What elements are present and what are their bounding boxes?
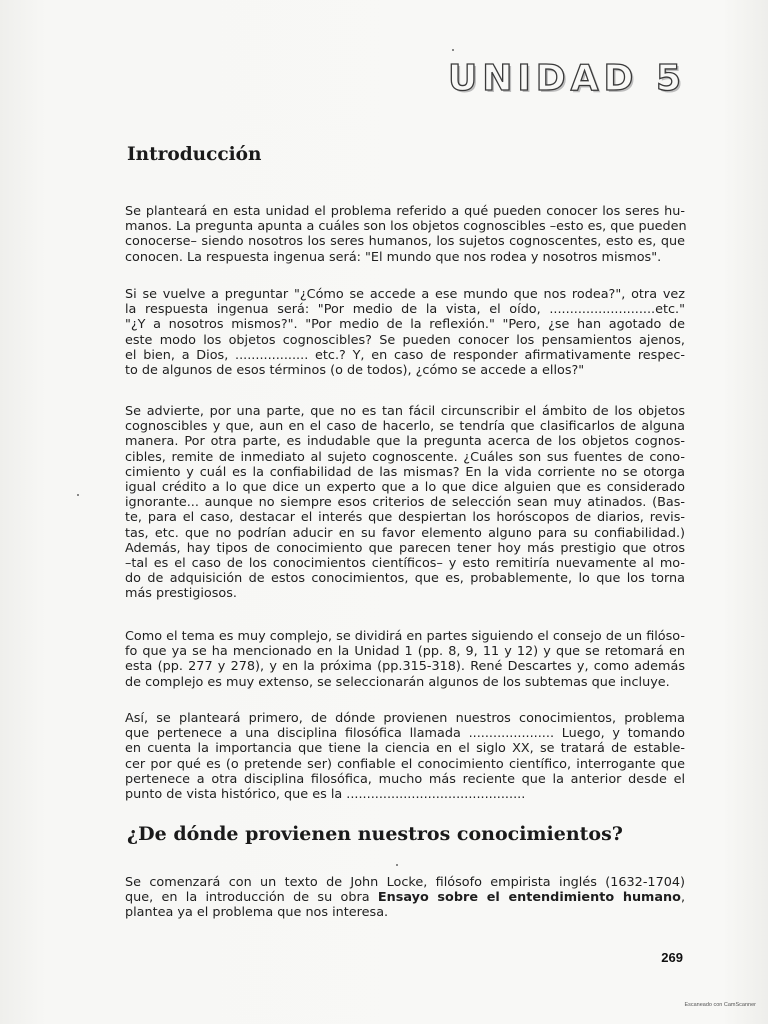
page-number: 269 (661, 950, 683, 965)
text-line: Si se vuelve a preguntar "¿Cómo se accede a ese mundo que nos rodea?", otra vez (125, 287, 685, 302)
text-line: manera. Por otra parte, es indudable que la pregunta acerca de los objetos cognos- (125, 434, 685, 450)
text-line: manos. La pregunta apunta a cuáles son los objetos cognoscibles –esto es, que pueden (125, 219, 687, 235)
text-line: –tal es el caso de los conocimientos científicos– y esto remitiría nuevamente al mo- (125, 555, 685, 571)
text-line: Se comenzará con un texto de John Locke, filósofo empirista inglés (1632-1704) (125, 875, 685, 890)
text-line: esta (pp. 277 y 278), y en la próxima (pp.315-318). René Descartes y, como además (125, 659, 685, 675)
scanner-watermark: Escaneado con CamScanner (684, 1002, 756, 1008)
text-line: cibles, remite de inmediato al sujeto cognoscente. ¿Cuáles son sus fuentes de cono- (125, 449, 685, 465)
text-line (125, 890, 685, 905)
scan-speck (396, 864, 398, 866)
text-line: de complejo es muy extenso, se seleccionarán algunos de los subtemas que incluye. (125, 674, 670, 690)
text-line: que pertenece a una disciplina filosófica llamada ..................... Luego, y tomando (125, 726, 685, 742)
text-line: Como el tema es muy complejo, se dividirá en partes siguiendo el consejo de un filóso- (125, 629, 685, 644)
intro-paragraph-3 (125, 404, 685, 601)
intro-paragraph-1 (125, 204, 685, 265)
text-line: Así, se planteará primero, de dónde provienen nuestros conocimientos, problema (125, 711, 685, 726)
intro-paragraph-2 (125, 287, 685, 378)
text-line: en cuenta la importancia que tiene la ciencia en el siglo XX, se tratará de estable- (125, 741, 685, 757)
text-line: ignorante... aunque no siempre esos criterios de selección sean muy atinados. (Bas- (125, 495, 685, 511)
unit-title: UNIDAD 5 (448, 58, 686, 99)
text-line: cognoscibles y que, aun en el caso de hacerlo, se tendría que clasificarlos de alguna (125, 419, 685, 435)
text-line: más prestigiosos. (125, 586, 237, 602)
text-line: fo que ya se ha mencionado en la Unidad 1 (pp. 8, 9, 11 y 12) y que se retomará en (125, 644, 685, 660)
section-heading: ¿De dónde provienen nuestros conocimientos? (127, 823, 623, 845)
text-line: pertenece a otra disciplina filosófica, mucho más reciente que la anterior desde el (125, 771, 685, 787)
text-run: que, en la introducción de su obra (125, 890, 378, 906)
scan-speck (77, 494, 79, 496)
text-line: Se advierte, por una parte, que no es tan fácil circunscribir el ámbito de los objetos (125, 404, 685, 419)
text-line: conocerse– siendo nosotros los seres humanos, los sujetos cognoscentes, esto es, que (125, 234, 685, 250)
text-line: conocen. La respuesta ingenua será: "El mundo que nos rodea y nosotros mismos". (125, 249, 662, 265)
text-line: este modo los objetos cognoscibles? Se pueden conocer los pensamientos ajenos, (125, 332, 685, 348)
text-line: te, para el caso, destacar el interés que despiertan los horóscopos de diarios, revis- (125, 510, 685, 526)
scan-speck (452, 49, 454, 51)
intro-paragraph-4 (125, 629, 685, 690)
text-line: "¿Y a nosotros mismos?". "Por medio de la reflexión." "Pero, ¿se han agotado de (125, 317, 685, 333)
text-line: Además, hay tipos de conocimiento que parecen tener hoy más prestigio que otros (125, 540, 685, 556)
text-line: el bien, a Dios, .................. etc.? Y, en caso de responder afirmativamente respec- (125, 347, 685, 363)
text-line: la respuesta ingenua será: "Por medio de la vista, el oído, ..........................etc." (125, 302, 685, 318)
text-line: cer por qué es (o pretende ser) confiable el conocimiento científico, interrogante que (125, 756, 685, 772)
text-line: do de adquisición de estos conocimientos, que es, probablemente, lo que los torna (125, 571, 685, 587)
text-run: , (680, 890, 686, 906)
intro-paragraph-5 (125, 711, 685, 802)
text-line: punto de vista histórico, que es la ............................................ (125, 786, 526, 802)
text-line: cimiento y cuál es la confiabilidad de las mismas? En la vida corriente no se otorga (125, 464, 685, 480)
text-line: plantea ya el problema que nos interesa. (125, 905, 389, 921)
book-title: Ensayo sobre el entendimiento humano (377, 890, 681, 906)
text-line: to de algunos de esos términos (o de todos), ¿cómo se accede a ellos?" (125, 362, 585, 378)
introduction-heading: Introducción (127, 144, 262, 165)
text-line: igual crédito a lo que dice un experto que a lo que dice alguien que es considerado (125, 479, 685, 495)
text-line: tas, etc. que no podrían aducir en su favor elemento alguno para su confiabilidad.) (125, 525, 685, 541)
section-paragraph-1 (125, 875, 685, 921)
text-line: Se planteará en esta unidad el problema referido a qué pueden conocer los seres hu- (125, 204, 685, 219)
